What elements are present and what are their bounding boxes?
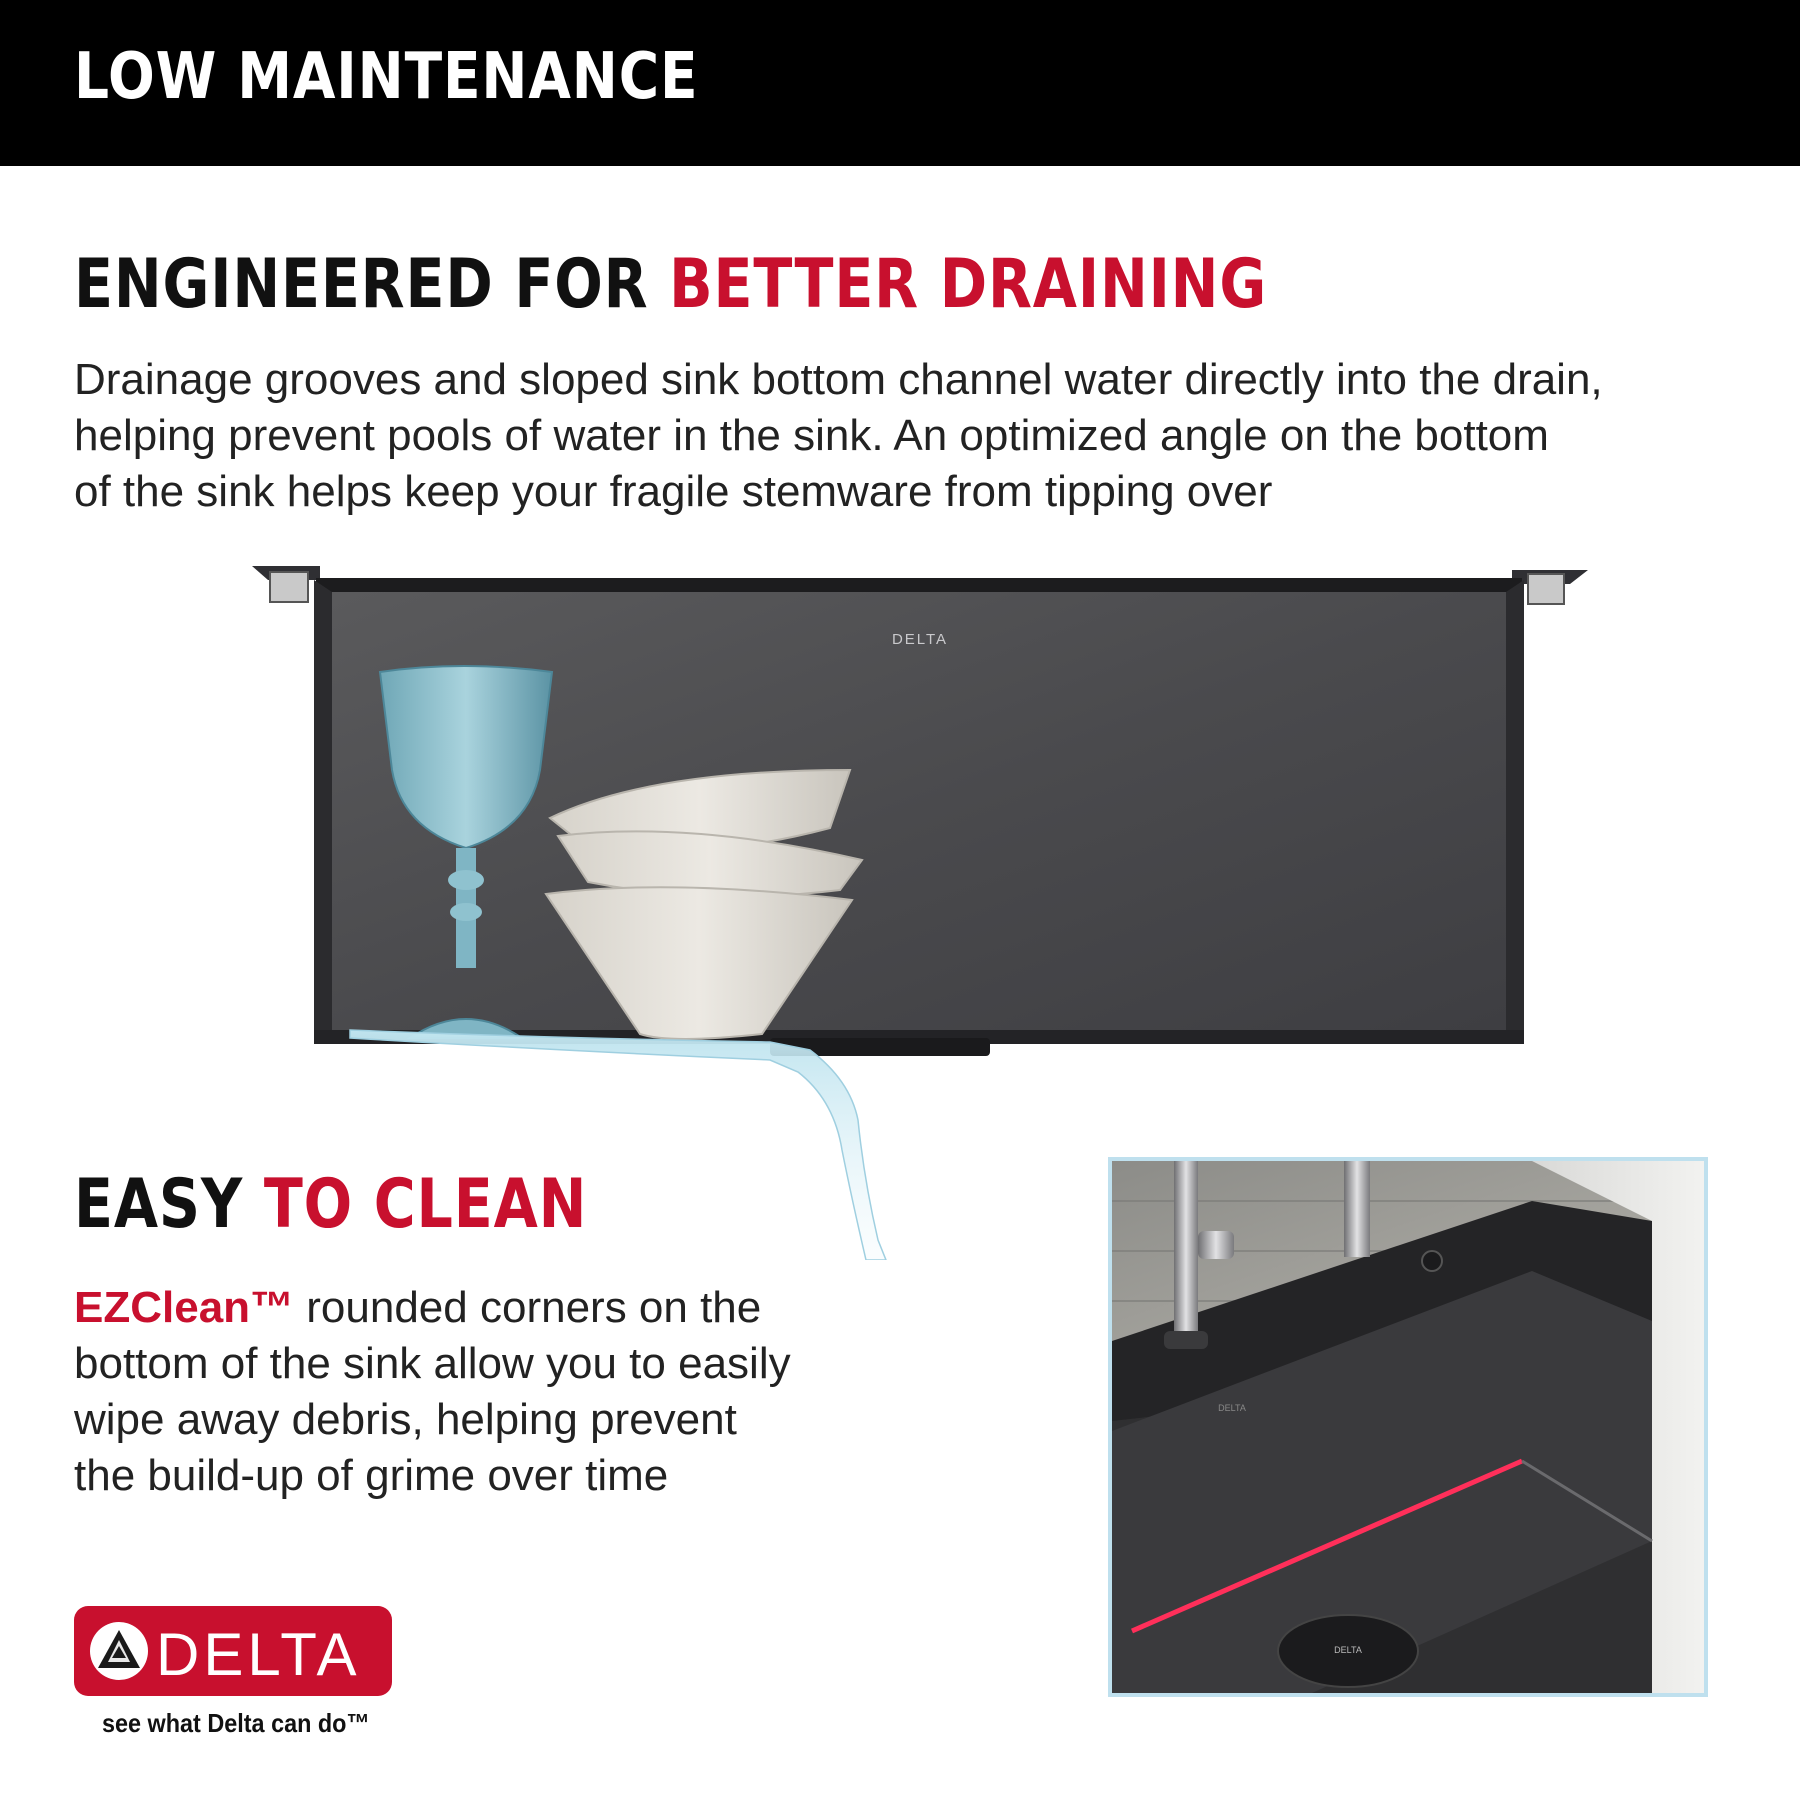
draining-line-3: of the sink helps keep your fragile stemware from tipping over bbox=[74, 467, 1273, 516]
soap-dispenser-icon bbox=[1422, 1251, 1442, 1271]
draining-heading-red: BETTER DRAINING bbox=[669, 245, 1268, 324]
clean-line-1-rest: rounded corners on the bbox=[294, 1283, 762, 1332]
draining-heading bbox=[74, 245, 1267, 324]
page-title: LOW MAINTENANCE bbox=[74, 40, 699, 114]
inset-illustration bbox=[1112, 1161, 1704, 1693]
header-bar bbox=[0, 0, 1800, 166]
delta-triangle-icon bbox=[88, 1620, 150, 1682]
clean-line-2: bottom of the sink allow you to easily bbox=[74, 1339, 791, 1388]
right-clip bbox=[1528, 574, 1564, 604]
clean-line-3: wipe away debris, helping prevent bbox=[74, 1395, 737, 1444]
clean-heading bbox=[74, 1165, 587, 1244]
left-wall bbox=[314, 580, 332, 1042]
sink-illustration bbox=[250, 560, 1590, 1260]
clean-heading-black: EASY bbox=[74, 1165, 244, 1244]
ezclean-label: EZClean™ bbox=[74, 1283, 295, 1332]
sink-rim bbox=[316, 578, 1522, 592]
inset-brand-mark: DELTA bbox=[1218, 1403, 1246, 1413]
sink-photo-inset bbox=[1108, 1157, 1708, 1697]
clean-line-4: the build-up of grime over time bbox=[74, 1451, 669, 1500]
sink-brand-mark: DELTA bbox=[891, 631, 949, 648]
left-clip bbox=[270, 572, 308, 602]
draining-line-2: helping prevent pools of water in the sink. An optimized angle on the bottom bbox=[74, 411, 1549, 460]
brand-tagline: see what Delta can do™ bbox=[102, 1708, 370, 1738]
clean-description bbox=[74, 1280, 834, 1504]
clean-line-1 bbox=[74, 1280, 834, 1336]
draining-description bbox=[74, 352, 1654, 520]
draining-heading-black: ENGINEERED FOR bbox=[74, 245, 649, 324]
clean-heading-red: TO CLEAN bbox=[263, 1165, 588, 1244]
drain-brand-mark: DELTA bbox=[1334, 1645, 1362, 1655]
draining-line-1: Drainage grooves and sloped sink bottom channel water directly into the drain, bbox=[74, 355, 1603, 404]
sink-cross-section-image bbox=[250, 560, 1590, 1260]
delta-logo bbox=[74, 1606, 392, 1696]
delta-logo-text: DELTA bbox=[156, 1621, 361, 1688]
right-wall bbox=[1506, 580, 1524, 1042]
